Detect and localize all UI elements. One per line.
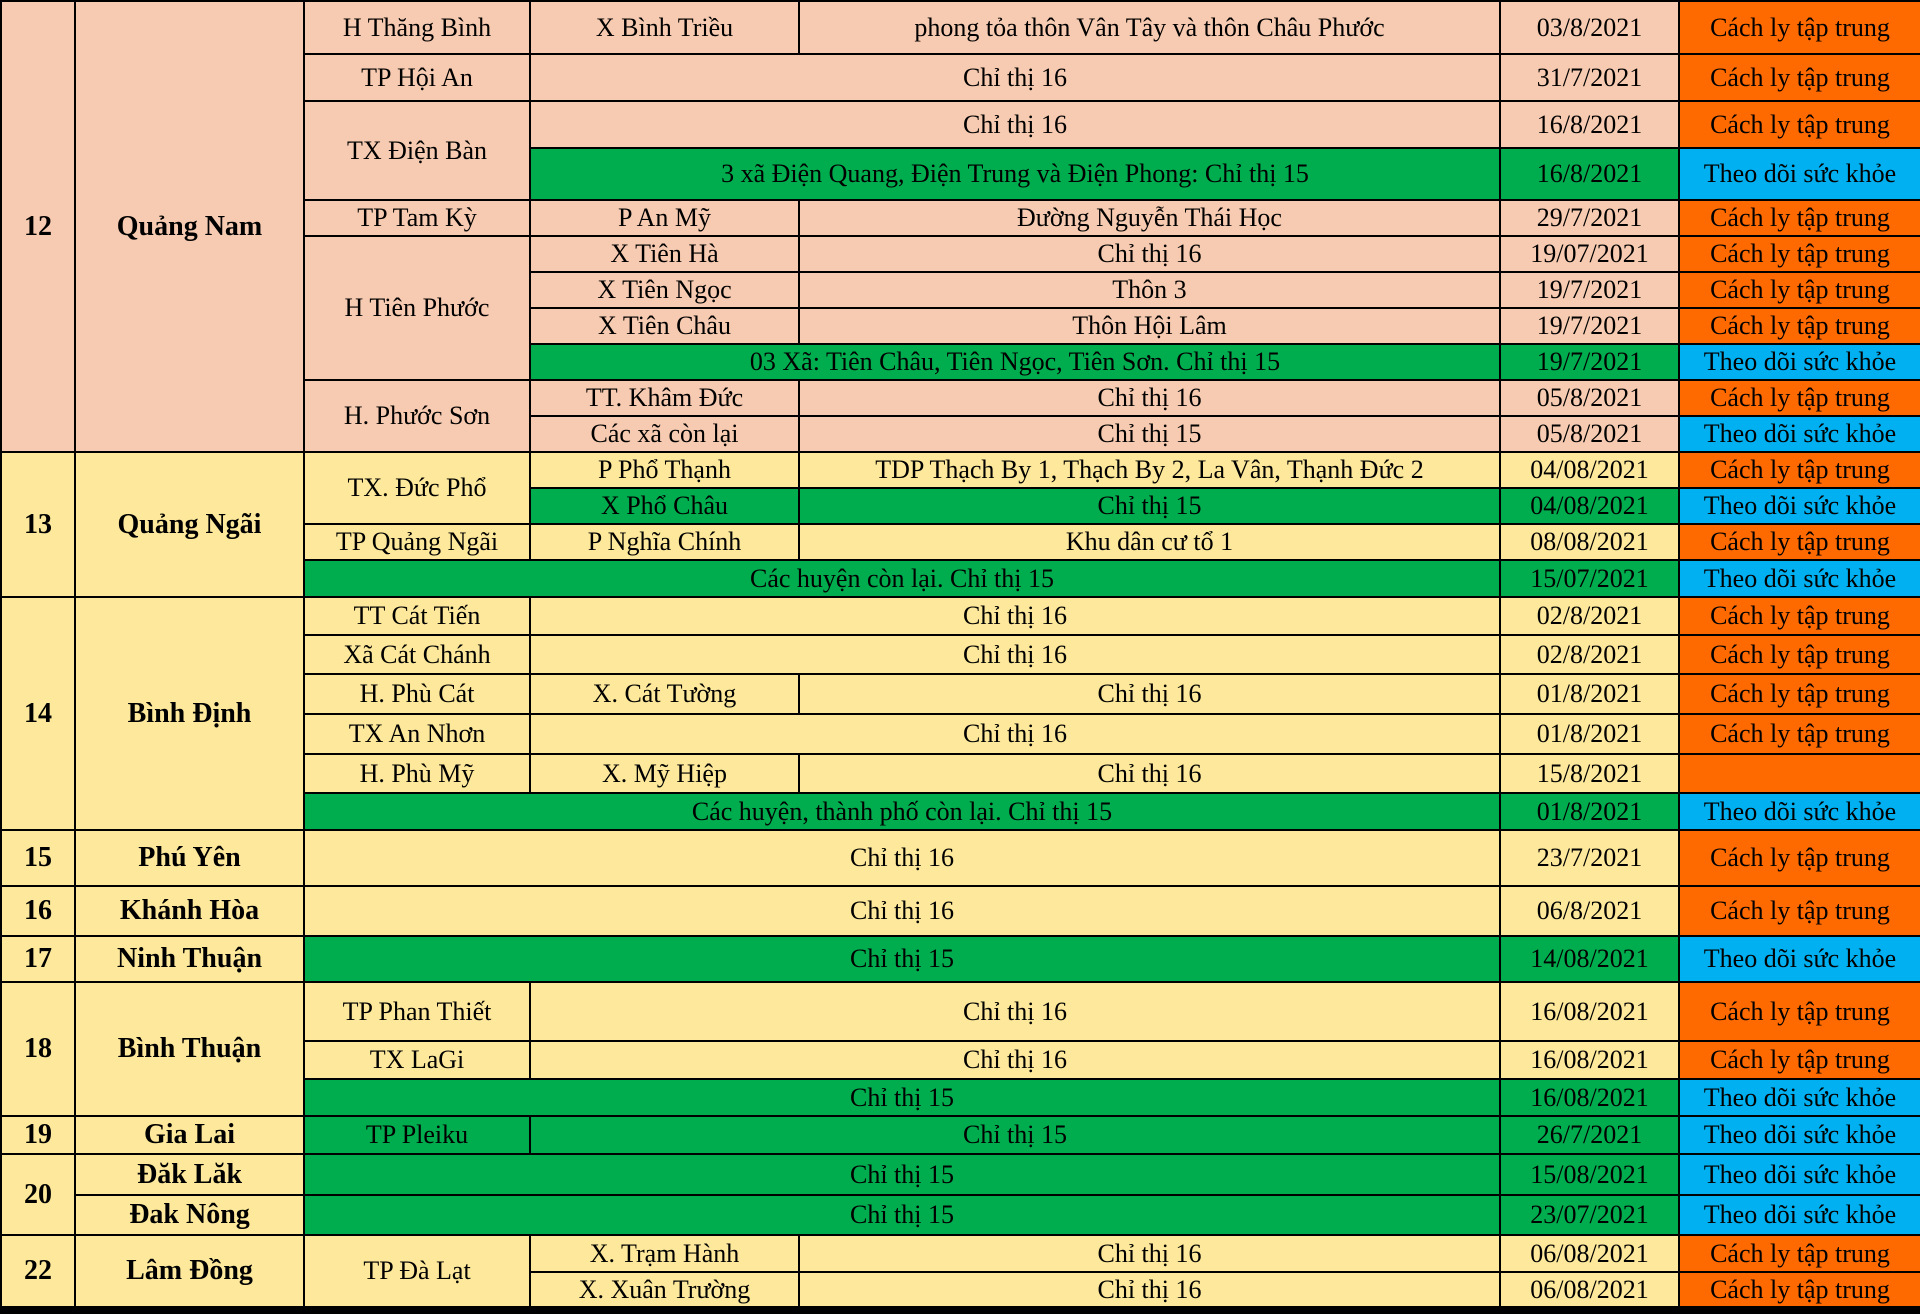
date-cell: 16/8/2021 bbox=[1500, 148, 1679, 200]
area-cell: Chỉ thị 15 bbox=[304, 1195, 1500, 1235]
table-row bbox=[1, 982, 1920, 1041]
measure-cell: Cách ly tập trung bbox=[1679, 200, 1920, 236]
measure-cell: Cách ly tập trung bbox=[1679, 101, 1920, 148]
district-cell: H Tiên Phước bbox=[304, 236, 530, 380]
measure-cell: Theo dõi sức khỏe bbox=[1679, 1195, 1920, 1235]
table-row bbox=[1, 597, 1920, 635]
area-cell: Đường Nguyễn Thái Học bbox=[799, 200, 1500, 236]
commune-cell: TT. Khâm Đức bbox=[530, 380, 799, 416]
area-cell: Chỉ thị 16 bbox=[799, 1272, 1500, 1307]
row-number: 14 bbox=[1, 597, 75, 830]
measure-cell: Cách ly tập trung bbox=[1679, 1272, 1920, 1307]
measure-cell: Cách ly tập trung bbox=[1679, 714, 1920, 754]
row-number: 19 bbox=[1, 1116, 75, 1154]
area-cell: Khu dân cư tổ 1 bbox=[799, 524, 1500, 560]
area-cell: Chỉ thị 16 bbox=[304, 830, 1500, 886]
date-cell: 02/8/2021 bbox=[1500, 635, 1679, 674]
district-cell: TX Điện Bàn bbox=[304, 101, 530, 200]
area-cell: Thôn Hội Lâm bbox=[799, 308, 1500, 344]
date-cell: 19/7/2021 bbox=[1500, 308, 1679, 344]
measure-cell: Theo dõi sức khỏe bbox=[1679, 560, 1920, 597]
province-name: Đak Nông bbox=[75, 1195, 304, 1235]
measure-cell: Theo dõi sức khỏe bbox=[1679, 1079, 1920, 1116]
measure-cell: Cách ly tập trung bbox=[1679, 524, 1920, 560]
measure-cell: Cách ly tập trung bbox=[1679, 308, 1920, 344]
date-cell: 06/08/2021 bbox=[1500, 1235, 1679, 1272]
measure-cell: Cách ly tập trung bbox=[1679, 597, 1920, 635]
date-cell: 06/8/2021 bbox=[1500, 886, 1679, 936]
date-cell: 04/08/2021 bbox=[1500, 452, 1679, 488]
area-cell: Chỉ thị 16 bbox=[799, 1235, 1500, 1272]
district-cell: TX. Đức Phổ bbox=[304, 452, 530, 524]
row-number: 16 bbox=[1, 886, 75, 936]
measure-cell bbox=[1679, 754, 1920, 793]
measure-cell: Cách ly tập trung bbox=[1679, 674, 1920, 714]
table-row bbox=[1, 1195, 1920, 1235]
row-number: 18 bbox=[1, 982, 75, 1116]
date-cell: 04/08/2021 bbox=[1500, 488, 1679, 524]
area-cell: Chỉ thị 16 bbox=[530, 1041, 1500, 1079]
district-cell: TP Tam Kỳ bbox=[304, 200, 530, 236]
date-cell: 02/8/2021 bbox=[1500, 597, 1679, 635]
area-cell: Thôn 3 bbox=[799, 272, 1500, 308]
measure-cell: Cách ly tập trung bbox=[1679, 982, 1920, 1041]
table-row bbox=[1, 886, 1920, 936]
province-name: Quảng Ngãi bbox=[75, 452, 304, 597]
date-cell: 15/08/2021 bbox=[1500, 1154, 1679, 1195]
table-row bbox=[1, 1154, 1920, 1195]
date-cell: 23/7/2021 bbox=[1500, 830, 1679, 886]
province-name: Bình Định bbox=[75, 597, 304, 830]
commune-cell: X Tiên Hà bbox=[530, 236, 799, 272]
area-cell: Chỉ thị 16 bbox=[530, 982, 1500, 1041]
area-cell: Chỉ thị 15 bbox=[799, 416, 1500, 452]
area-cell: Chỉ thị 16 bbox=[799, 380, 1500, 416]
measure-cell: Cách ly tập trung bbox=[1679, 54, 1920, 101]
table-row bbox=[1, 1116, 1920, 1154]
commune-cell: X. Cát Tường bbox=[530, 674, 799, 714]
date-cell: 19/7/2021 bbox=[1500, 344, 1679, 380]
date-cell: 03/8/2021 bbox=[1500, 1, 1679, 54]
measure-cell: Theo dõi sức khỏe bbox=[1679, 1116, 1920, 1154]
measure-cell: Theo dõi sức khỏe bbox=[1679, 488, 1920, 524]
province-name: Ninh Thuận bbox=[75, 936, 304, 982]
commune-cell: Các xã còn lại bbox=[530, 416, 799, 452]
province-name: Đăk Lăk bbox=[75, 1154, 304, 1195]
commune-cell: X. Xuân Trường bbox=[530, 1272, 799, 1307]
area-cell: Chỉ thị 16 bbox=[304, 886, 1500, 936]
date-cell: 08/08/2021 bbox=[1500, 524, 1679, 560]
measure-cell: Cách ly tập trung bbox=[1679, 635, 1920, 674]
district-cell: H Thăng Bình bbox=[304, 1, 530, 54]
province-name: Bình Thuận bbox=[75, 982, 304, 1116]
date-cell: 16/08/2021 bbox=[1500, 1041, 1679, 1079]
measure-cell: Cách ly tập trung bbox=[1679, 830, 1920, 886]
table-row bbox=[1, 452, 1920, 488]
district-cell: H. Phước Sơn bbox=[304, 380, 530, 452]
area-cell: Chỉ thị 15 bbox=[304, 936, 1500, 982]
province-name: Lâm Đồng bbox=[75, 1235, 304, 1307]
row-number: 20 bbox=[1, 1154, 75, 1235]
district-cell: H. Phù Cát bbox=[304, 674, 530, 714]
area-cell: Chỉ thị 16 bbox=[799, 674, 1500, 714]
commune-cell: P Nghĩa Chính bbox=[530, 524, 799, 560]
measure-cell: Theo dõi sức khỏe bbox=[1679, 148, 1920, 200]
date-cell: 16/08/2021 bbox=[1500, 1079, 1679, 1116]
area-cell: Các huyện, thành phố còn lại. Chỉ thị 15 bbox=[304, 793, 1500, 830]
province-name: Gia Lai bbox=[75, 1116, 304, 1154]
date-cell: 23/07/2021 bbox=[1500, 1195, 1679, 1235]
date-cell: 06/08/2021 bbox=[1500, 1272, 1679, 1307]
date-cell: 19/7/2021 bbox=[1500, 272, 1679, 308]
measure-cell: Cách ly tập trung bbox=[1679, 452, 1920, 488]
measure-cell: Theo dõi sức khỏe bbox=[1679, 1154, 1920, 1195]
date-cell: 29/7/2021 bbox=[1500, 200, 1679, 236]
table-row bbox=[1, 1235, 1920, 1272]
province-name: Quảng Nam bbox=[75, 1, 304, 452]
commune-cell: P An Mỹ bbox=[530, 200, 799, 236]
district-cell: TP Hội An bbox=[304, 54, 530, 101]
commune-cell: X Tiên Ngọc bbox=[530, 272, 799, 308]
district-cell: Xã Cát Chánh bbox=[304, 635, 530, 674]
area-cell: Chỉ thị 15 bbox=[530, 1116, 1500, 1154]
area-cell: TDP Thạch By 1, Thạch By 2, La Vân, Thạnh Đức 2 bbox=[799, 452, 1500, 488]
measure-cell: Theo dõi sức khỏe bbox=[1679, 344, 1920, 380]
district-cell: TT Cát Tiến bbox=[304, 597, 530, 635]
table-row bbox=[1, 830, 1920, 886]
table-row bbox=[1, 1, 1920, 54]
area-cell: Chỉ thị 16 bbox=[799, 754, 1500, 793]
date-cell: 01/8/2021 bbox=[1500, 714, 1679, 754]
district-cell: TP Đà Lạt bbox=[304, 1235, 530, 1307]
measure-cell: Cách ly tập trung bbox=[1679, 1235, 1920, 1272]
row-number: 13 bbox=[1, 452, 75, 597]
commune-cell: X. Mỹ Hiệp bbox=[530, 754, 799, 793]
row-number: 17 bbox=[1, 936, 75, 982]
area-cell: Chỉ thị 16 bbox=[530, 635, 1500, 674]
province-name: Phú Yên bbox=[75, 830, 304, 886]
row-number: 12 bbox=[1, 1, 75, 452]
area-cell: Chỉ thị 16 bbox=[799, 236, 1500, 272]
row-number: 15 bbox=[1, 830, 75, 886]
commune-cell: X. Trạm Hành bbox=[530, 1235, 799, 1272]
area-cell: Các huyện còn lại. Chỉ thị 15 bbox=[304, 560, 1500, 597]
area-cell: Chỉ thị 15 bbox=[304, 1079, 1500, 1116]
area-cell: phong tỏa thôn Vân Tây và thôn Châu Phước bbox=[799, 1, 1500, 54]
area-cell: Chỉ thị 16 bbox=[530, 101, 1500, 148]
measure-cell: Cách ly tập trung bbox=[1679, 236, 1920, 272]
commune-cell: X Tiên Châu bbox=[530, 308, 799, 344]
measure-cell: Cách ly tập trung bbox=[1679, 886, 1920, 936]
area-cell: Chỉ thị 15 bbox=[799, 488, 1500, 524]
measure-cell: Theo dõi sức khỏe bbox=[1679, 416, 1920, 452]
date-cell: 01/8/2021 bbox=[1500, 793, 1679, 830]
date-cell: 31/7/2021 bbox=[1500, 54, 1679, 101]
district-cell: TP Quảng Ngãi bbox=[304, 524, 530, 560]
measure-cell: Cách ly tập trung bbox=[1679, 1, 1920, 54]
measure-cell: Cách ly tập trung bbox=[1679, 380, 1920, 416]
commune-cell: X Bình Triều bbox=[530, 1, 799, 54]
commune-cell: P Phổ Thạnh bbox=[530, 452, 799, 488]
date-cell: 16/08/2021 bbox=[1500, 982, 1679, 1041]
date-cell: 05/8/2021 bbox=[1500, 380, 1679, 416]
date-cell: 26/7/2021 bbox=[1500, 1116, 1679, 1154]
row-number: 22 bbox=[1, 1235, 75, 1307]
district-cell: TX LaGi bbox=[304, 1041, 530, 1079]
measure-cell: Theo dõi sức khỏe bbox=[1679, 793, 1920, 830]
area-cell: Chỉ thị 15 bbox=[304, 1154, 1500, 1195]
date-cell: 01/8/2021 bbox=[1500, 674, 1679, 714]
date-cell: 15/8/2021 bbox=[1500, 754, 1679, 793]
district-cell: TP Pleiku bbox=[304, 1116, 530, 1154]
date-cell: 19/07/2021 bbox=[1500, 236, 1679, 272]
date-cell: 05/8/2021 bbox=[1500, 416, 1679, 452]
area-cell: 03 Xã: Tiên Châu, Tiên Ngọc, Tiên Sơn. Chỉ thị 15 bbox=[530, 344, 1500, 380]
commune-cell: X Phổ Châu bbox=[530, 488, 799, 524]
measure-cell: Cách ly tập trung bbox=[1679, 1041, 1920, 1079]
province-name: Khánh Hòa bbox=[75, 886, 304, 936]
area-cell: Chỉ thị 16 bbox=[530, 54, 1500, 101]
district-cell: H. Phù Mỹ bbox=[304, 754, 530, 793]
measure-cell: Theo dõi sức khỏe bbox=[1679, 936, 1920, 982]
area-cell: 3 xã Điện Quang, Điện Trung và Điện Phong: Chỉ thị 15 bbox=[530, 148, 1500, 200]
area-cell: Chỉ thị 16 bbox=[530, 597, 1500, 635]
area-cell: Chỉ thị 16 bbox=[530, 714, 1500, 754]
district-cell: TX An Nhơn bbox=[304, 714, 530, 754]
table-row bbox=[1, 936, 1920, 982]
measure-cell: Cách ly tập trung bbox=[1679, 272, 1920, 308]
date-cell: 14/08/2021 bbox=[1500, 936, 1679, 982]
date-cell: 16/8/2021 bbox=[1500, 101, 1679, 148]
date-cell: 15/07/2021 bbox=[1500, 560, 1679, 597]
district-cell: TP Phan Thiết bbox=[304, 982, 530, 1041]
